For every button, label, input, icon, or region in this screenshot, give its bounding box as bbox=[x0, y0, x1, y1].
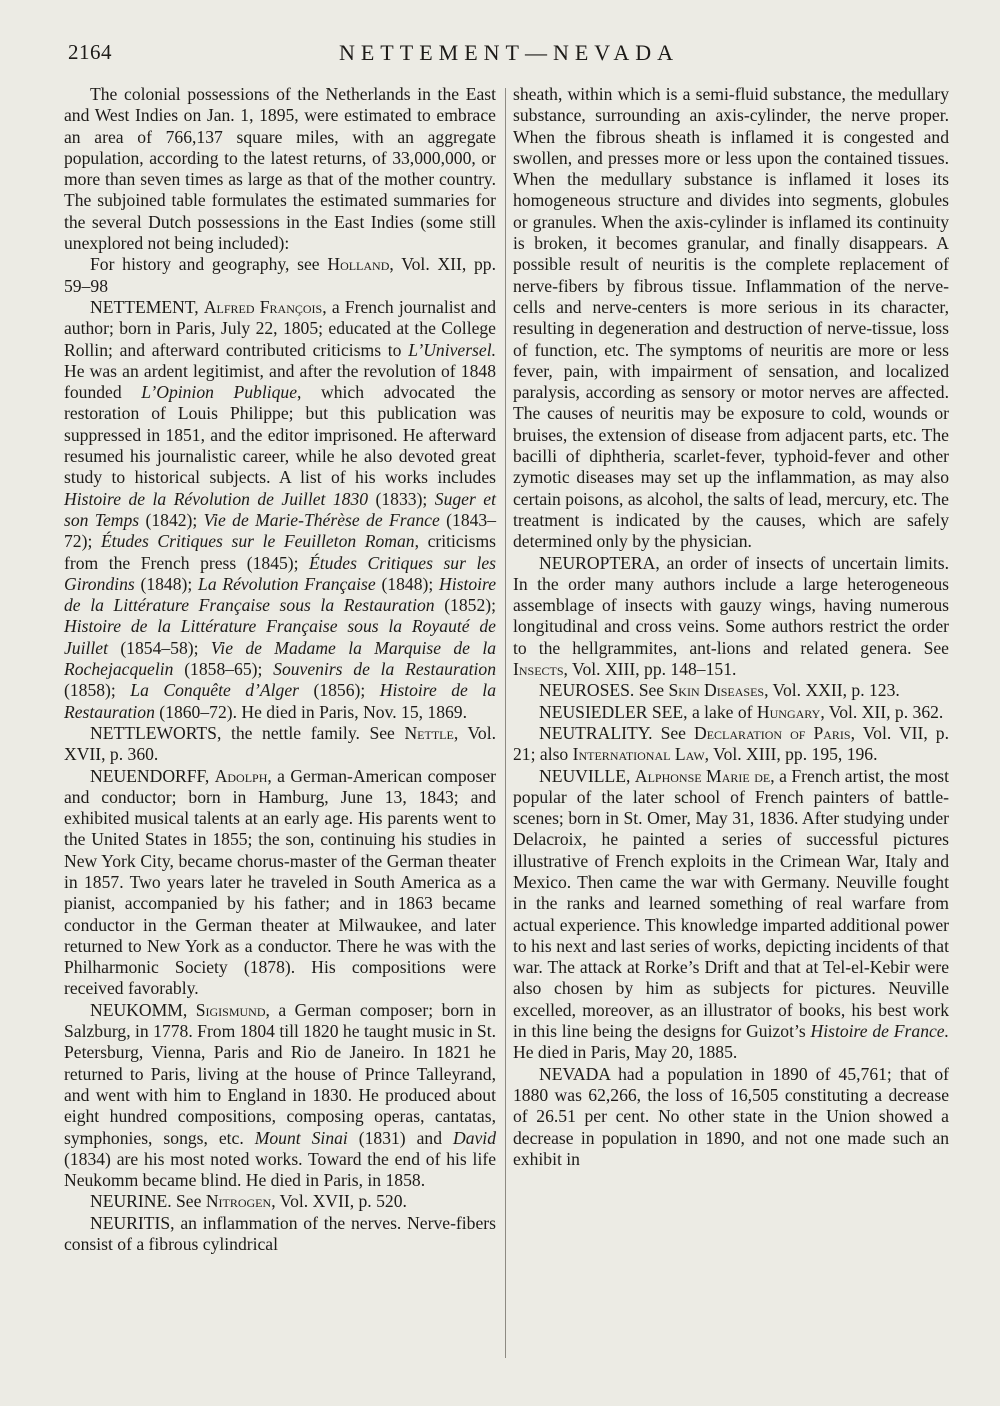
entry-neuritis-continued: sheath, within which is a semi-fluid substance, the medullary substance, surrounding an axis-cylinder, the nerve proper. When the fibrous sheath is inflamed it is congested and swollen, and presses more or less upon the contained tissues. When the medullary substance is inflamed it loses its homogeneous structure and divides into segments, globules or granules. When the axis-cylinder is inflamed its continuity is broken, it becomes granular, and finally disappears. A possible result of neuritis is the complete replacement of nerve-fibers by fibrous tissue. Inflammation of the nerve-cells and nerve-centers is more serious in its character, resulting in degeneration and destruction of nerve-tissue, loss of function, etc. The symptoms of neuritis are more or less fever, pain, with impairment of sensation, and localized paralysis, according as sensory or motor nerves are affected. The causes of neuritis may be exposure to cold, wounds or bruises, the extension of disease from adjacent parts, etc. The bacilli of diphtheria, scarlet-fever, typhoid-fever and other zymotic diseases may set up the inflammation, as may also certain poisons, as alcohol, the salts of lead, mercury, etc. The treatment is indicated by the causes, which are safely determined only by the physician. bbox=[513, 84, 949, 552]
left-column bbox=[64, 84, 496, 1255]
history-reference: For history and geography, see Holland, Vol. XII, pp. 59–98 bbox=[64, 254, 496, 296]
entry-neuendorff: NEUENDORFF, Adolph, a German-American composer and conductor; born in Hamburg, June 13, 1843; and exhibited musical talents at an early age. His parents went to the United States in 1855; the son, continuing his studies in New York City, became chorus-master of the German theater in 1857. Two years later he traveled in South America as a pianist, accompanied by his father; and in 1863 became conductor in the German theater at Milwaukee, and later returned to New York as a conductor. There he was with the Philharmonic Society (1878). His compositions were received favorably. bbox=[64, 765, 496, 999]
entry-nevada: NEVADA had a population in 1890 of 45,761; that of 1880 was 62,266, the loss of 16,505 constituting a decrease of 26.51 per cent. No other state in the Union showed a decrease in population in 1890, and not one made such an exhibit in bbox=[513, 1063, 949, 1169]
entry-neukomm: NEUKOMM, Sigismund, a German composer; born in Salzburg, in 1778. From 1804 till 1820 he taught music in St. Petersburg, Vienna, Paris and Rio de Janeiro. In 1821 he returned to Paris, living at the house of Prince Talleyrand, and went with him to England in 1830. He produced about eight hundred compositions, composing operas, cantatas, symphonies, songs, etc. Mount Sinai (1831) and David (1834) are his most noted works. Toward the end of his life Neukomm became blind. He died in Paris, in 1858. bbox=[64, 999, 496, 1191]
page-number: 2164 bbox=[68, 40, 112, 64]
page-header bbox=[68, 40, 950, 76]
entry-nettleworts: NETTLEWORTS, the nettle family. See Nettle, Vol. XVII, p. 360. bbox=[64, 722, 496, 765]
column-divider bbox=[505, 88, 506, 1358]
entry-neuville: NEUVILLE, Alphonse Marie de, a French artist, the most popular of the later school of French painters of battle-scenes; born in St. Omer, May 31, 1836. After studying under Delacroix, he painted a series of successful pictures illustrative of French exploits in the Crimean War, Italy and Mexico. Then came the war with Germany. Neuville fought in the ranks and learned something of real warfare from actual experience. This knowledge imparted additional power to his next and last series of works, depicting incidents of that war. The attack at Rorke’s Drift and that at Tel-el-Kebir were also chosen by him as subjects for pictures. Neuville excelled, moreover, as an illustrator of books, his best work in this line being the designs for Guizot’s Histoire de France. He died in Paris, May 20, 1885. bbox=[513, 765, 950, 1063]
entry-neuroses: NEUROSES. See Skin Diseases, Vol. XXII, p. 123. bbox=[539, 680, 900, 701]
entry-neusiedler-see: NEUSIEDLER SEE, a lake of Hungary, Vol. XII, p. 362. bbox=[539, 701, 944, 722]
entry-neurine: NEURINE. See Nitrogen, Vol. XVII, p. 520. bbox=[90, 1191, 407, 1212]
running-title: NETTEMENT—NEVADA bbox=[338, 40, 679, 65]
entry-neuritis: NEURITIS, an inflammation of the nerves. Nerve-fibers consist of a fibrous cylindrical bbox=[64, 1212, 496, 1255]
entry-neuroptera: NEUROPTERA, an order of insects of uncertain limits. In the order many authors include a large heterogeneous assemblage of insects with gauzy wings, having numerous longitudinal and cross veins. Some authors restrict the order to the hellgrammites, ant-lions and related genera. See Insects, Vol. XIII, pp. 148–151. bbox=[513, 552, 949, 680]
right-column bbox=[513, 84, 949, 1170]
entry-neutrality: NEUTRALITY. See Declaration of Paris, Vol. VII, p. 21; also International Law, Vol. XIII, pp. 195, 196. bbox=[513, 722, 950, 765]
colonial-paragraph: The colonial possessions of the Netherlands in the East and West Indies on Jan. 1, 1895, were estimated to embrace an area of 766,137 square miles, with an aggregate population, according to the latest returns, of 33,000,000, or more than seven times as large as that of the mother country. The subjoined table formulates the estimated summaries for the several Dutch possessions in the East Indies (some still unexplored not being included): bbox=[64, 84, 496, 254]
entry-nettement: NETTEMENT, Alfred François, a French journalist and author; born in Paris, July 22, 1805; educated at the College Rollin; and afterward contributed criticisms to L’Universel. He was an ardent legitimist, and after the revolution of 1848 founded L’Opinion Publique, which advocated the restoration of Louis Philippe; but this publication was suppressed in 1851, and the editor imprisoned. He afterward resumed his journalistic career, while he also devoted great study to historical subjects. A list of his works includes Histoire de la Révolution de Juillet 1830 (1833); Suger et son Temps (1842); Vie de Marie-Thérèse de France (1843–72); Études Critiques sur le Feuilleton Roman, criticisms from the French press (1845); Études Critiques sur les Girondins (1848); La Révolution Française (1848); Histoire de la Littérature Française sous la Restauration (1852); Histoire de la Littérature Française sous la Royauté de Juillet (1854–58); Vie de Madame la Marquise de la Rochejacquelin (1858–65); Souvenirs de la Restauration (1858); La Conquête d’Alger (1856); Histoire de la Restauration (1860–72). He died in Paris, Nov. 15, 1869. bbox=[64, 296, 497, 722]
